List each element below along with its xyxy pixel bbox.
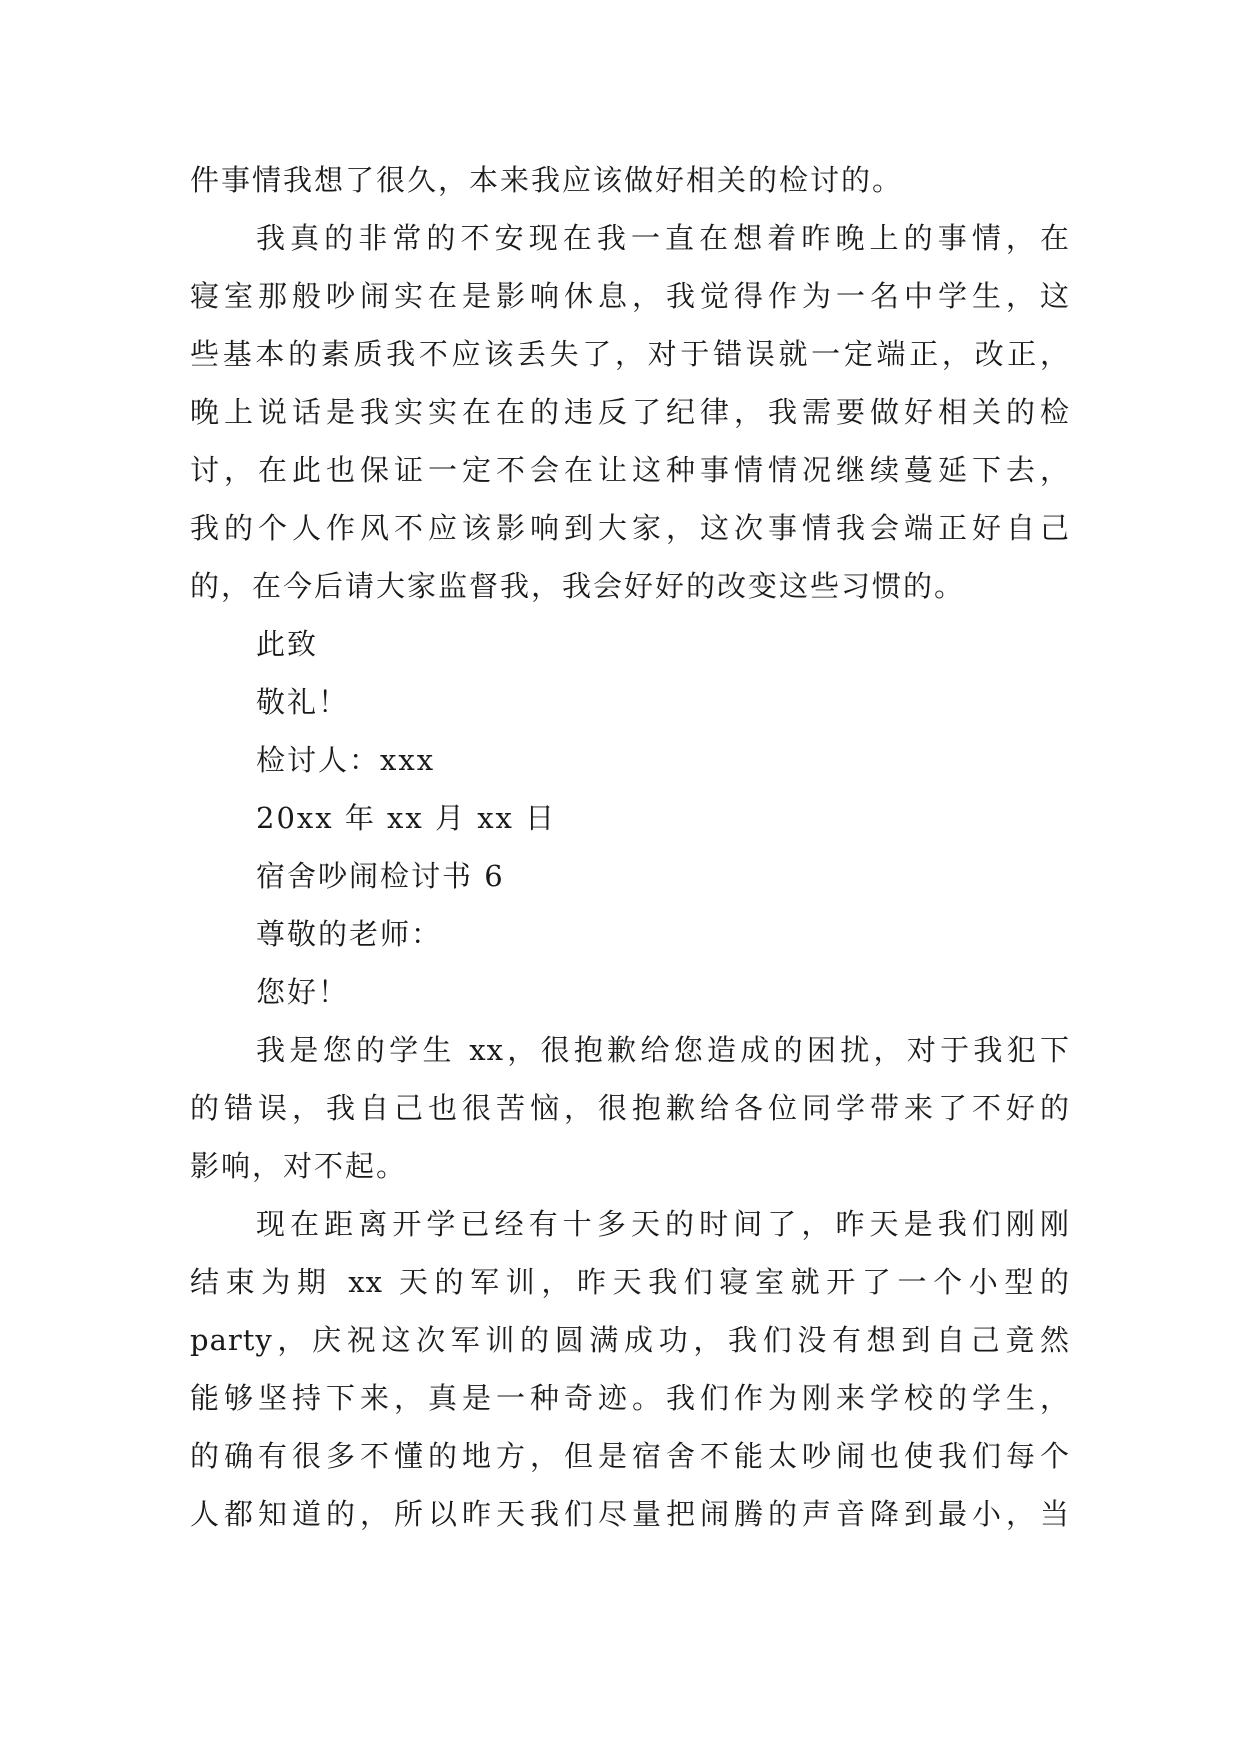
signature-line: 检讨人：xxx (256, 743, 436, 777)
text-line: 的错误，我自己也很苦恼，很抱歉给各位同学带来了不好的 (190, 1091, 1070, 1125)
greeting-line: 您好！ (256, 975, 350, 1009)
text-line: 我的个人作风不应该影响到大家，这次事情我会端正好自己 (190, 511, 1070, 545)
text-line: 的，在今后请大家监督我，我会好好的改变这些习惯的。 (190, 569, 966, 603)
salute-line: 敬礼！ (256, 685, 350, 719)
text-line: 影响，对不起。 (190, 1149, 408, 1183)
text-line: 现在距离开学已经有十多天的时间了，昨天是我们刚刚 (256, 1207, 1070, 1241)
text-line: 讨，在此也保证一定不会在让这种事情情况继续蔓延下去， (190, 453, 1070, 487)
text-line: party，庆祝这次军训的圆满成功，我们没有想到自己竟然 (190, 1323, 1070, 1357)
text-line: 我真的非常的不安现在我一直在想着昨晚上的事情，在 (256, 221, 1070, 255)
closing-line: 此致 (256, 627, 319, 661)
text-line: 我是您的学生 xx，很抱歉给您造成的困扰，对于我犯下 (256, 1033, 1070, 1067)
text-line: 晚上说话是我实实在在的违反了纪律，我需要做好相关的检 (190, 395, 1070, 429)
section-title: 宿舍吵闹检讨书 6 (256, 859, 505, 893)
text-line: 人都知道的，所以昨天我们尽量把闹腾的声音降到最小，当 (190, 1497, 1070, 1531)
text-line: 寝室那般吵闹实在是影响休息，我觉得作为一名中学生，这 (190, 279, 1070, 313)
date-line: 20xx 年 xx 月 xx 日 (256, 801, 557, 835)
text-line: 些基本的素质我不应该丢失了，对于错误就一定端正，改正， (190, 337, 1070, 371)
text-line: 件事情我想了很久，本来我应该做好相关的检讨的。 (190, 163, 904, 197)
greeting-line: 尊敬的老师： (256, 917, 443, 951)
text-line: 结束为期 xx 天的军训，昨天我们寝室就开了一个小型的 (190, 1265, 1070, 1299)
text-line: 的确有很多不懂的地方，但是宿舍不能太吵闹也使我们每个 (190, 1439, 1070, 1473)
text-line: 能够坚持下来，真是一种奇迹。我们作为刚来学校的学生， (190, 1381, 1070, 1415)
document-body (190, 151, 1070, 1543)
